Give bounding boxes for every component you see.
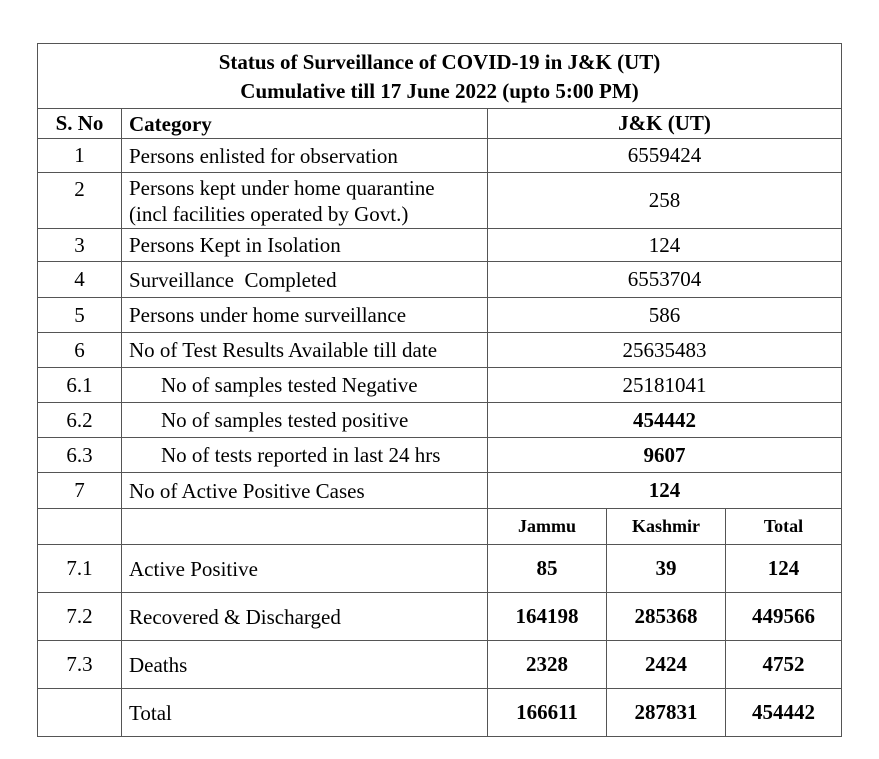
row-sno: 3 xyxy=(38,229,122,262)
row-kashmir: 285368 xyxy=(607,593,726,641)
row-sno: 6 xyxy=(38,333,122,368)
table-row xyxy=(38,139,842,173)
row-sno: 7 xyxy=(38,473,122,509)
row-sno: 6.2 xyxy=(38,403,122,438)
row-value: 6553704 xyxy=(488,262,842,298)
row-sno: 7.2 xyxy=(38,593,122,641)
row-value: 25635483 xyxy=(488,333,842,368)
row-sno: 1 xyxy=(38,139,122,173)
row-kashmir: 287831 xyxy=(607,689,726,737)
breakdown-row xyxy=(38,641,842,689)
subheader-jammu: Jammu xyxy=(488,509,607,545)
row-sno: 7.1 xyxy=(38,545,122,593)
surveillance-table xyxy=(37,43,842,737)
row-category: Persons enlisted for observation xyxy=(122,139,488,173)
table-row xyxy=(38,473,842,509)
subheader-blank-sno xyxy=(38,509,122,545)
row-category xyxy=(122,173,488,229)
row-category: No of samples tested Negative xyxy=(122,368,488,403)
row-value: 9607 xyxy=(488,438,842,473)
row-value: 124 xyxy=(488,473,842,509)
title-line-1: Status of Surveillance of COVID-19 in J&K (UT) xyxy=(218,50,661,74)
subheader-blank-category xyxy=(122,509,488,545)
row-jammu: 166611 xyxy=(488,689,607,737)
row-total: 4752 xyxy=(726,641,842,689)
title-row xyxy=(38,44,842,109)
row-value: 25181041 xyxy=(488,368,842,403)
row-total: 454442 xyxy=(726,689,842,737)
subheader-kashmir: Kashmir xyxy=(607,509,726,545)
row-category: No of tests reported in last 24 hrs xyxy=(122,438,488,473)
row-category: Persons Kept in Isolation xyxy=(122,229,488,262)
row-value: 124 xyxy=(488,229,842,262)
table-title xyxy=(38,44,842,109)
row-total: 124 xyxy=(726,545,842,593)
total-row xyxy=(38,689,842,737)
header-row xyxy=(38,109,842,139)
row-category: Persons under home surveillance xyxy=(122,298,488,333)
breakdown-row xyxy=(38,593,842,641)
row-jammu: 164198 xyxy=(488,593,607,641)
breakdown-row xyxy=(38,545,842,593)
row-category-line-1: Persons kept under home quarantine xyxy=(129,175,435,200)
row-category: Surveillance Completed xyxy=(122,262,488,298)
table-row xyxy=(38,229,842,262)
row-sno: 7.3 xyxy=(38,641,122,689)
table-row xyxy=(38,298,842,333)
row-total: 449566 xyxy=(726,593,842,641)
row-kashmir: 2424 xyxy=(607,641,726,689)
row-sno: 6.1 xyxy=(38,368,122,403)
table-row xyxy=(38,438,842,473)
subheader-row xyxy=(38,509,842,545)
row-category: Active Positive xyxy=(122,545,488,593)
row-sno xyxy=(38,689,122,737)
table-row xyxy=(38,333,842,368)
row-sno: 6.3 xyxy=(38,438,122,473)
row-value: 6559424 xyxy=(488,139,842,173)
row-category: No of samples tested positive xyxy=(122,403,488,438)
row-jammu: 85 xyxy=(488,545,607,593)
row-category-line-2: (incl facilities operated by Govt.) xyxy=(129,201,409,226)
title-line-2: Cumulative till 17 June 2022 (upto 5:00 PM) xyxy=(240,79,639,103)
row-value: 586 xyxy=(488,298,842,333)
table-row xyxy=(38,173,842,229)
row-kashmir: 39 xyxy=(607,545,726,593)
table-row xyxy=(38,403,842,438)
row-category: No of Active Positive Cases xyxy=(122,473,488,509)
row-category: Recovered & Discharged xyxy=(122,593,488,641)
subheader-total: Total xyxy=(726,509,842,545)
table-row xyxy=(38,368,842,403)
row-value: 454442 xyxy=(488,403,842,438)
row-sno: 5 xyxy=(38,298,122,333)
header-region: J&K (UT) xyxy=(488,109,842,139)
table-row xyxy=(38,262,842,298)
header-sno: S. No xyxy=(38,109,122,139)
row-category: Deaths xyxy=(122,641,488,689)
row-sno: 2 xyxy=(38,173,122,229)
row-jammu: 2328 xyxy=(488,641,607,689)
row-sno: 4 xyxy=(38,262,122,298)
row-category: No of Test Results Available till date xyxy=(122,333,488,368)
header-category: Category xyxy=(122,109,488,139)
row-value: 258 xyxy=(488,173,842,229)
row-category: Total xyxy=(122,689,488,737)
